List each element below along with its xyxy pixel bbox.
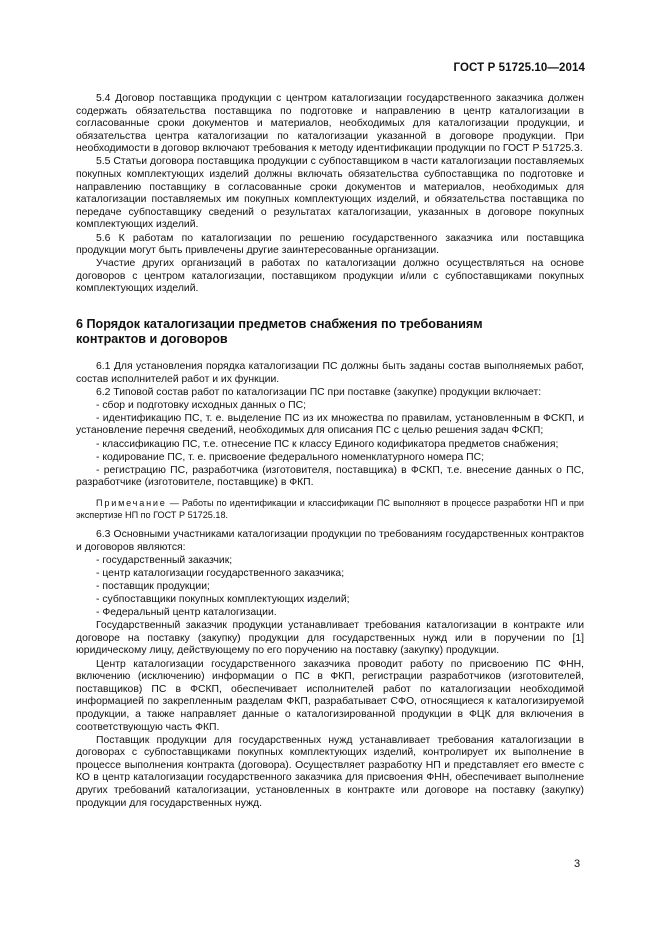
paragraph-5-6: 5.6 К работам по каталогизации по решению государственного заказчика или поставщика продукции могут быть привлечены другие заинтересованные организации. xyxy=(76,232,584,257)
list-item: - Федеральный центр каталогизации. xyxy=(96,607,277,619)
section-title-line2: контрактов и договоров xyxy=(76,332,228,346)
note xyxy=(76,498,584,521)
document-body xyxy=(76,93,584,811)
list-item: - сбор и подготовку исходных данных о ПС; xyxy=(96,399,307,411)
paragraph-catalog-center: Центр каталогизации государственного заказчика проводит работу по присвоению ПС ФНН, включению (исключению) информации о ПС в ФКП, регистрации разработчиков (изготовителей, поставщиков) ПС в ФСКП, обеспечивает исполнителей работ по каталогизации необходимой информацией по закрепленным разделам ФКП, разрабатывает СФО, относящиеся к каталогизируемой продукции, а также направляет данные о каталогизированной продукции в ФЦК для включения в соответствующую часть ФКП. xyxy=(76,658,584,733)
list-item: - субпоставщики покупных комплектующих изделий; xyxy=(96,594,350,606)
document-header: ГОСТ Р 51725.10—2014 xyxy=(453,62,585,74)
paragraph-supplier: Поставщик продукции для государственных нужд устанавливает требования каталогизации в договорах с субпоставщиками покупных комплектующих изделий, контролирует их выполнение в процессе выполнения контракта (договора). Осуществляет разработку НП и представляет его вместе с КО в центр каталогизации государственного заказчика для присвоения ФНН, обеспечивает выполнение других требований каталогизации, установленных в контракте или договоре на поставку (закупку) продукции для государственных нужд. xyxy=(76,734,584,809)
section-6-title xyxy=(76,317,584,347)
list-item: - регистрацию ПС, разработчика (изготовителя, поставщика) в ФСКП, т.е. внесение данных о ПС, разработчике (изготовителе, поставщике) в ФКП. xyxy=(76,464,584,489)
list-item: - государственный заказчик; xyxy=(96,554,233,566)
note-text: — Работы по идентификации и классификации ПС выполняют в процессе разработки НП и при экспертизе НП по ГОСТ Р 51725.18. xyxy=(76,497,584,520)
note-label: Примечание xyxy=(96,497,167,508)
list-item: - классификацию ПС, т.е. отнесение ПС к классу Единого кодификатора предметов снабжения; xyxy=(96,438,559,450)
paragraph-6-3: 6.3 Основными участниками каталогизации продукции по требованиям государственных контрактов и договоров являются: xyxy=(76,529,584,553)
list-item: - центр каталогизации государственного заказчика; xyxy=(96,567,345,579)
page-number: 3 xyxy=(574,858,581,870)
paragraph-5-4: 5.4 Договор поставщика продукции с центром каталогизации государственного заказчика должен содержать обязательства поставщика по подготовке и направлению в центр каталогизации в согласованные сроки документов и материалов, необходимых для каталогизации продукции, и обязательства центра каталогизации по каталогизации указанной в договоре продукции. При необходимости в договор включают требования к методу идентификации продукции по ГОСТ Р 51725.3. xyxy=(76,93,584,155)
list-item: - кодирование ПС, т. е. присвоение федерального номенклатурного номера ПС; xyxy=(96,451,485,463)
section-title-line1: 6 Порядок каталогизации предметов снабжения по требованиям xyxy=(76,317,483,331)
paragraph-5-5: 5.5 Статьи договора поставщика продукции с субпоставщиком в части каталогизации поставляемых покупных комплектующих изделий должны включать обязательства субпоставщика по подготовке и направлению поставщику в согласованные сроки документов и материалов, необходимых для каталогизации поставляемых им покупных комплектующих изделий, и обязательства поставщика по передаче субпоставщику сведений о результатах каталогизации, указанных в договоре покупных комплектующих изделий. xyxy=(76,156,584,231)
list-item: - поставщик продукции; xyxy=(96,581,210,592)
paragraph-participation: Участие других организаций в работах по каталогизации должно осуществляться на основе договоров с центром каталогизации, поставщиком продукции и/или с субпоставщиками покупных комплектующих изделий. xyxy=(76,258,584,295)
paragraph-6-1: 6.1 Для установления порядка каталогизации ПС должны быть заданы состав выполняемых работ, состав исполнителей работ и их функции. xyxy=(76,361,584,385)
list-item: - идентификацию ПС, т. е. выделение ПС из их множества по правилам, установленным в ФСКП, и установление перечня сведений, необходимых для описания ПС с целью решения задач ФСКП; xyxy=(76,412,584,437)
paragraph-6-2: 6.2 Типовой состав работ по каталогизации ПС при поставке (закупке) продукции включает: xyxy=(96,386,542,398)
paragraph-state-customer: Государственный заказчик продукции устанавливает требования каталогизации в контракте или договоре на поставку (закупку) продукции для государственных нужд или в поручении по [1] юридическому лицу, действующему по его поручению на поставку (закупку) продукции. xyxy=(76,620,584,657)
